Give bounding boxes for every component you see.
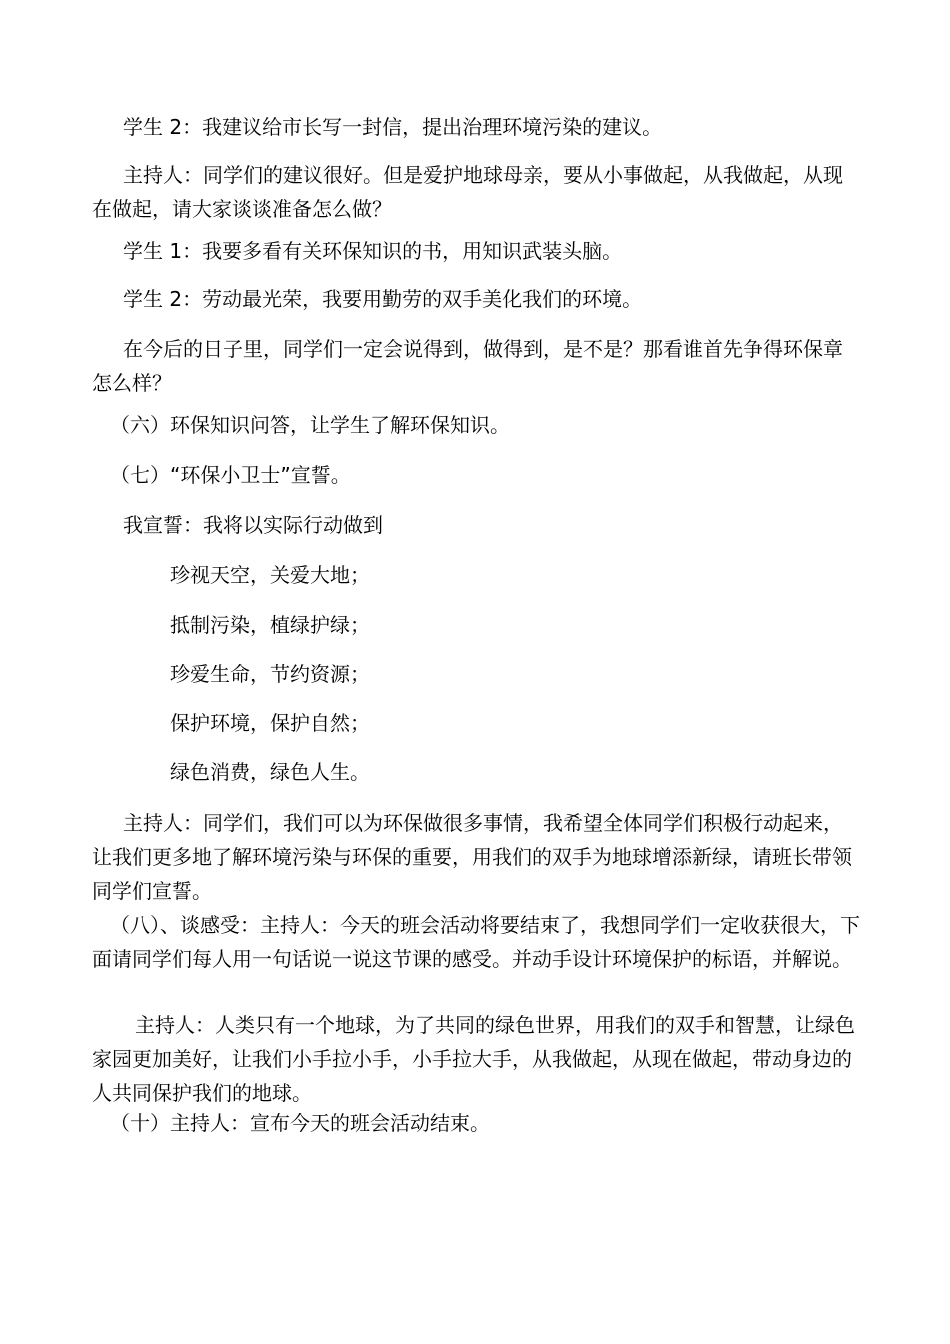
paragraph-student1-books: 学生 1：我要多看有关环保知识的书，用知识武装头脑。 [123,239,623,263]
oath-intro: 我宣誓：我将以实际行动做到 [123,513,383,537]
oath-line: 绿色消费，绿色人生。 [170,760,370,784]
oath-line: 珍爱生命，节约资源； [170,662,370,686]
paragraph-student2-labor: 学生 2：劳动最光荣，我要用勤劳的双手美化我们的环境。 [123,287,643,311]
section-ten-end: （十）主持人：宣布今天的班会活动结束。 [110,1111,490,1135]
section-eight-feelings: （八）、谈感受：主持人：今天的班会活动将要结束了，我想同学们一定收获很大，下面请同学们每人用一句话说一说这节课的感受。并动手设计环境保护的标语，并解说。 [92,913,860,971]
paragraph-student2-letter: 学生 2：我建议给市长写一封信，提出治理环境污染的建议。 [123,115,663,139]
paragraph-host-suggestion: 主持人：同学们的建议很好。但是爱护地球母亲，要从小事做起，从我做起，从现在做起，请大家谈谈准备怎么做？ [92,163,843,221]
oath-line: 保护环境，保护自然； [170,711,370,735]
section-seven-heading: （七）“环保小卫士”宣誓。 [110,463,351,487]
section-six-heading: （六）环保知识问答，让学生了解环保知识。 [110,413,510,437]
paragraph-future-days: 在今后的日子里，同学们一定会说得到，做得到，是不是？那看谁首先争得环保章怎么样？ [92,337,843,395]
paragraph-host-call-to-action: 主持人：同学们，我们可以为环保做很多事情，我希望全体同学们积极行动起来，让我们更多地了解环境污染与环保的重要，用我们的双手为地球增添新绿，请班长带领同学们宣誓。 [92,811,852,903]
oath-line: 珍视天空，关爱大地； [170,563,370,587]
oath-line: 抵制污染，植绿护绿； [170,613,370,637]
paragraph-host-closing: 主持人：人类只有一个地球，为了共同的绿色世界，用我们的双手和智慧，让绿色家园更加美好，让我们小手拉小手，小手拉大手，从我做起，从现在做起，带动身边的人共同保护我们的地球。 [92,1013,855,1105]
